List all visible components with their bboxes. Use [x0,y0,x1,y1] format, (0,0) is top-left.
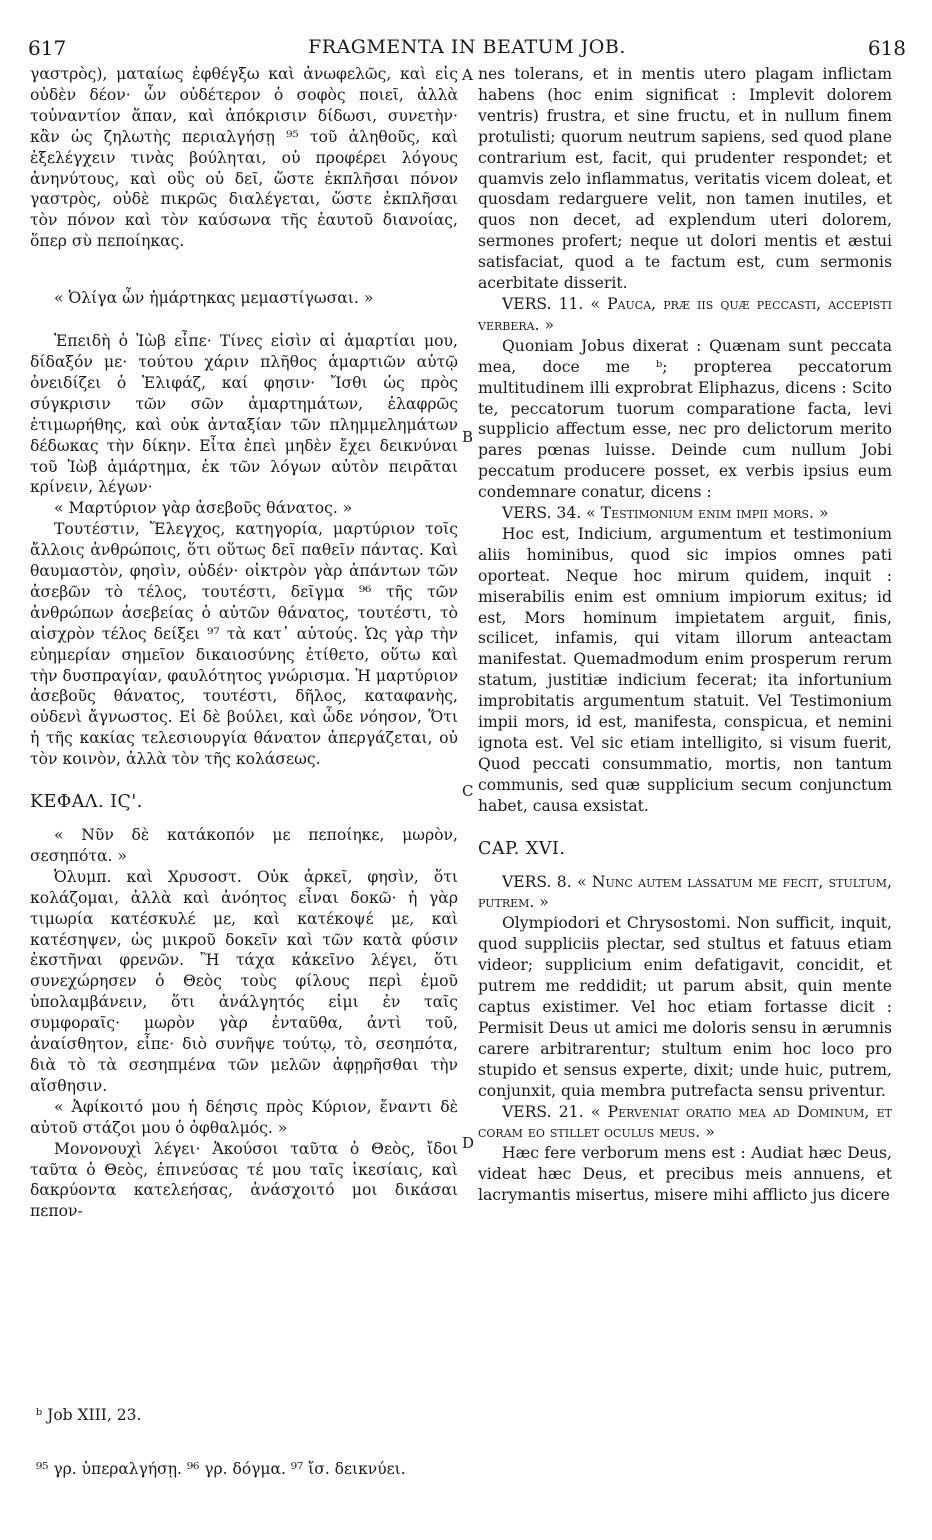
latin-footnote: ᵇ Job XIII, 23. [36,1406,142,1424]
margin-letter-b: B [462,428,474,446]
greek-variant-footnotes: ⁹⁵ γρ. ὑπεραλγήσῃ. ⁹⁶ γρ. δόγμα. ⁹⁷ ἴσ. δεικνύει. [36,1460,406,1478]
margin-letter-d: D [462,1134,475,1152]
latin-paragraph-2: Quoniam Jobus dixerat : Quænam sunt peccata mea, doce me ᵇ; propterea peccatorum multitudinem illi exprobrat Eliphazus, dicens : Scito te, peccatorum tuorum comparatione facta, levi supplicio affectum esse, nec pro delictorum merito pares pœnas luisse. Deinde cum nullum Jobi peccatum producere posset, ex verbis ipsius eum condemnare conatur, dicens : [478,336,892,502]
margin-letter-a: A [462,66,473,84]
latin-column [478,64,892,1444]
greek-verse-quote-2: « Μαρτύριον γὰρ ἀσεβοῦς θάνατος. » [54,499,353,518]
greek-column [30,64,458,1444]
latin-paragraph-3: Hoc est, Indicium, argumentum et testimonium aliis hominibus, quod sic impios omnes pati oporteat. Neque hoc mirum quidem, inquit : miserabilis enim est omnium impiorum exitus; id est, Mors hominum impietatem arguit, finis, scilicet, infamis, qui vitam illorum anteactam manifestat. Quemadmodum enim prosperum rerum statum, justitiæ indicium fecerat; ita infortunium improbitatis argumentum statuit. Vel Testimonium impii mors, id est, manifesta, conspicua, et nemini ignota est. Vel sic etiam intelligito, si visum fuerit, Quod peccati consummatio, mortis, non tantum communis, sed quæ supplicium secum conjunctum habet, causa exsistat. [478,524,892,815]
latin-paragraph-4: Olympiodori et Chrysostomi. Non sufficit, inquit, quod suppliciis plectar, sed stultus et fatuus etiam videor; supplicium enim defatigavit, concidit, et putrem me reddidit; ut parum absit, quin mente captus existimer. Vel hoc etiam fortasse dicit : Permisit Deus ut amici me doloris sensu in ærumnis carere arbitrarentur; stultum enim hoc loco pro stupido et sensus experte, dixit; unde huic, putrem, conjunxit, quia membra putrefacta sensu priventur. [478,914,892,1100]
greek-verse-quote-3: « Νῦν δὲ κατάκοπόν με πεποίηκε, μωρὸν, σεσηπότα. » [30,826,458,865]
running-header [28,36,906,60]
latin-verse-quote-1: VERS. 11. « Pauca, præ iis quæ peccasti, accepisti verbera. » [478,294,892,334]
greek-verse-quote-4: « Ἀφίκοιτό μου ἡ δέησις πρὸς Κύριον, ἔναντι δὲ αὐτοῦ στάζοι μου ὁ ὀφθαλμός. » [30,1097,458,1137]
page-number-left: 617 [28,36,67,60]
greek-verse-quote-1: « Ὀλίγα ὧν ἡμάρτηκας μεμαστίγωσαι. » [54,289,374,308]
greek-paragraph-4: Ὀλυμπ. καὶ Χρυσοστ. Οὐκ ἀρκεῖ, φησὶν, ὅτι κολάζομαι, ἀλλὰ καὶ ἀνόητος εἶναι δοκῶ· ἡ γὰρ τιμωρία κατέσκυλέ με, καὶ κατέκοψέ με, καὶ κατέσηψεν, ὡς μικροῦ δοκεῖν καὶ τῶν κατὰ φύσιν ἐκστῆναι φρενῶν. Ἢ τάχα κἀκεῖνο λέγει, ὅτι συνεχώρησεν ὁ Θεὸς τοὺς φίλους περὶ ἐμοῦ ὑπολαμβάνειν, ὅτι ἀνάλγητός εἰμι ἐν ταῖς συμφοραῖς· μωρὸν γὰρ ἐνταῦθα, ἀντὶ τοῦ, ἀναίσθητον, εἶπε· διὸ συνῆψε τούτῳ, τὸ, σεσηπότα, διὰ τὸ τὰ σεσηπμένα τῶν μελῶν ἀφῃρῆσθαι τὴν αἴσθησιν. [30,867,458,1095]
greek-paragraph-5: Μονονουχὶ λέγει· Ἀκούσοι ταῦτα ὁ Θεὸς, ἴδοι ταῦτα ὁ Θεὸς, ἐπινεύσας τέ μου ταῖς ἱκεσίαις, καὶ δακρύοντα κατελεήσας, ἀνάσχοιτό μοι δικάσαι πεπον- [30,1139,458,1221]
latin-verse-quote-4: VERS. 21. « Perveniat oratio mea ad Dominum, et coram eo stillet oculus meus. » [478,1102,892,1142]
latin-verse-quote-2: VERS. 34. « Testimonium enim impii mors. » [502,504,829,523]
greek-paragraph-3: Τουτέστιν, Ἔλεγχος, κατηγορία, μαρτύριον τοῖς ἄλλοις ἀνθρώποις, ὅτι οὕτως δεῖ παθεῖν πάντας. Καὶ θαυμαστὸν, φησὶν, οὐδέν· οἰκτρὸν γὰρ ἁπάντων τῶν ἀσεβῶν τὸ τέλος, τουτέστι, δεῖγμα ⁹⁶ τῆς τῶν ἀνθρώπων ἀσεβείας ὁ αὐτῶν θάνατος, τουτέστι, τὸ αἰσχρὸν τέλος δείξει ⁹⁷ τὰ κατ᾽ αὐτούς. Ὡς γὰρ τὴν εὐημερίαν σημεῖον δικαιοσύνης ἐτίθετο, οὕτω καὶ τὴν δυσπραγίαν, φαυλότητος γνώρισμα. Ἡ μαρτύριον ἀσεβοῦς θάνατος, τουτέστι, δῆλος, καταφανὴς, οὐδενὶ ἄγνωστος. Εἰ δὲ βούλει, καὶ ὧδε νόησον, Ὅτι ἡ τῆς κακίας τελεσιουργία θάνατον ἀπεργάζεται, οὐ τὸν κοινὸν, ἀλλὰ τὸν τῆς κολάσεως. [30,520,458,769]
running-title: FRAGMENTA IN BEATUM JOB. [308,36,626,58]
greek-paragraph-2: Ἐπειδὴ ὁ Ἰὼβ εἶπε· Τίνες εἰσὶν αἱ ἁμαρτίαι μου, δίδαξόν με· τούτου χάριν πλῆθος ἁμαρτιῶν αὐτῷ ὀνειδίζει ὁ Ἐλιφάζ, καί φησιν· Ἴσθι ὡς πρὸς σύγκρισιν τῶν σῶν ἁμαρτημάτων, ἐλαφρῶς ἐτιμωρήθης, καὶ οὐκ ἀνταξίαν τῶν πλημμελημάτων δέδωκας τὴν δίκην. Εἶτα ἐπεὶ μηδὲν ἔχει δεικνύναι τοῦ Ἰὼβ ἁμάρτημα, ἐκ τῶν λόγων αὐτὸν πειρᾶται κρίνειν, λέγων· [30,332,458,497]
latin-verse-quote-3: VERS. 8. « Nunc autem lassatum me fecit, stultum, putrem. » [478,872,892,912]
greek-chapter-heading: ΚΕΦΑΛ. ΙϚ'. [30,792,143,813]
latin-chapter-heading: CAP. XVI. [478,838,566,859]
latin-paragraph-5: Hæc fere verborum mens est : Audiat hæc Deus, videat hæc Deus, et precibus meis annuens, et lacrymantis misertus, misere mihi afflicto jus dicere [478,1144,892,1205]
latin-paragraph-1: nes tolerans, et in mentis utero plagam inflictam habens (hoc enim significat : Implevit dolorem ventris) frustra, et sine fructu, et in nullum finem protulisti; quorum neutrum sapiens, sed quod plane contrarium est, facit, qui prudenter respondet; et quamvis zelo inflammatus, veritatis vicem doleat, et quosdam redarguere velit, non tamen inutiles, et quos non decet, ad explendum uteri dolorem, sermones profert; neque ut dolori mentis et æstui satisfaciat, quod a te factum est, cum sermonis acerbitate disserit. [478,65,892,293]
margin-letter-c: C [462,782,474,800]
greek-paragraph-1: γαστρὸς), ματαίως ἐφθέγξω καὶ ἀνωφελῶς, καὶ εἰς οὐδὲν δέον· ὧν οὐδέτερον ὁ σοφὸς ποιεῖ, ἀλλὰ τοὐναντίον ἅπαν, καὶ ἀπόκρισιν δίδωσι, συνετὴν· κἂν ὡς ζηλωτὴς περιαλγήσῃ ⁹⁵ τοῦ ἀληθοῦς, καὶ ἐξελέγχειν τινὰς βούληται, οὐ προφέρει λόγους ἀνηνύτους, καὶ οὓς οὐ δεῖ, ὥστε ἐκπλῆσαι πόνον γαστρὸς, οὐδὲ πικρῶς διαλέγεται, ὥστε ἐκπλῆσαι τὸν πόνον καὶ τὸν καύσωνα τῆς ἑαυτοῦ διανοίας, ὅπερ σὺ πεποίηκας. [30,65,458,251]
page-number-right: 618 [867,36,906,60]
